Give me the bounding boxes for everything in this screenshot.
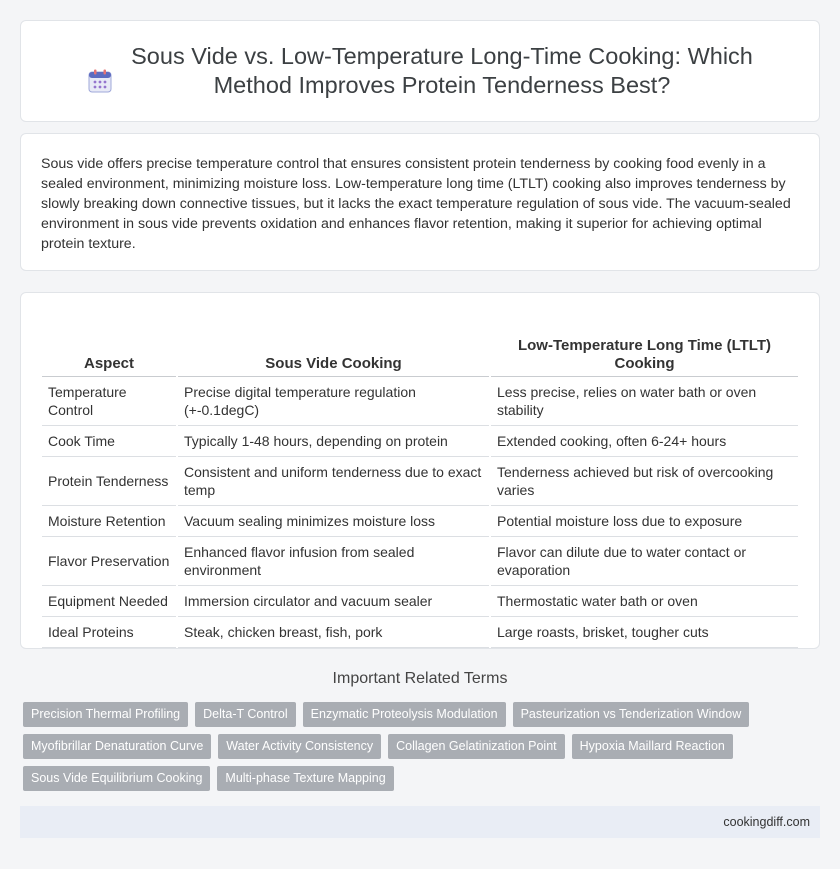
calendar-icon [87, 68, 113, 94]
footer [20, 806, 820, 838]
row-aspect: Moisture Retention [42, 505, 177, 536]
table-row [42, 505, 798, 536]
term-tag[interactable]: Delta-T Control [195, 702, 296, 727]
row-aspect: Ideal Proteins [42, 616, 177, 647]
row-ltlt: Extended cooking, often 6-24+ hours [490, 425, 798, 456]
row-ltlt: Flavor can dilute due to water contact or evaporation [490, 536, 798, 585]
header-aspect: Aspect [42, 313, 177, 376]
title-line-2: Method Improves Protein Tenderness Best? [213, 72, 671, 98]
header-sous-vide: Sous Vide Cooking [177, 313, 490, 376]
page-title [131, 42, 753, 100]
header-ltlt: Low-Temperature Long Time (LTLT) Cooking [490, 313, 798, 376]
comparison-card [20, 292, 820, 649]
tag-row [23, 766, 823, 791]
row-sous-vide: Consistent and uniform tenderness due to exact temp [177, 456, 490, 505]
table-header-row [42, 313, 798, 376]
term-tag[interactable]: Pasteurization vs Tenderization Window [513, 702, 750, 727]
row-ltlt: Potential moisture loss due to exposure [490, 505, 798, 536]
row-sous-vide: Enhanced flavor infusion from sealed environment [177, 536, 490, 585]
term-tag[interactable]: Collagen Gelatinization Point [388, 734, 565, 759]
row-sous-vide: Precise digital temperature regulation (+-0.1degC) [177, 376, 490, 425]
tag-row [23, 734, 823, 759]
tag-row [23, 702, 823, 727]
table-row [42, 425, 798, 456]
term-tag[interactable]: Multi-phase Texture Mapping [217, 766, 393, 791]
row-aspect: Equipment Needed [42, 585, 177, 616]
row-sous-vide: Typically 1-48 hours, depending on protein [177, 425, 490, 456]
title-line-1: Sous Vide vs. Low-Temperature Long-Time Cooking: Which [131, 43, 753, 69]
table-row [42, 536, 798, 585]
term-tag[interactable]: Hypoxia Maillard Reaction [572, 734, 733, 759]
row-ltlt: Tenderness achieved but risk of overcooking varies [490, 456, 798, 505]
row-sous-vide: Immersion circulator and vacuum sealer [177, 585, 490, 616]
row-ltlt: Less precise, relies on water bath or oven stability [490, 376, 798, 425]
row-aspect: Cook Time [42, 425, 177, 456]
term-tag[interactable]: Precision Thermal Profiling [23, 702, 188, 727]
row-ltlt: Thermostatic water bath or oven [490, 585, 798, 616]
intro-card [20, 133, 820, 271]
row-sous-vide: Steak, chicken breast, fish, pork [177, 616, 490, 647]
table-row [42, 456, 798, 505]
term-tag[interactable]: Water Activity Consistency [218, 734, 381, 759]
row-aspect: Flavor Preservation [42, 536, 177, 585]
row-aspect: Temperature Control [42, 376, 177, 425]
table-row [42, 616, 798, 647]
intro-paragraph: Sous vide offers precise temperature control that ensures consistent protein tenderness by cooking food evenly in a sealed environment, minimizing moisture loss. Low-temperature long time (LTLT) cooking also improves tenderness by slowly breaking down connective tissues, but it lacks the exact temperature regulation of sous vide. The vacuum-sealed environment in sous vide prevents oxidation and enhances flavor retention, making it superior for achieving optimal protein texture. [41, 156, 791, 252]
footer-site-link[interactable]: cookingdiff.com [723, 815, 810, 829]
row-aspect: Protein Tenderness [42, 456, 177, 505]
row-ltlt: Large roasts, brisket, tougher cuts [490, 616, 798, 647]
term-tag[interactable]: Myofibrillar Denaturation Curve [23, 734, 211, 759]
table-row [42, 585, 798, 616]
comparison-table [42, 313, 798, 648]
related-terms-title: Important Related Terms [332, 670, 508, 687]
row-sous-vide: Vacuum sealing minimizes moisture loss [177, 505, 490, 536]
term-tag[interactable]: Sous Vide Equilibrium Cooking [23, 766, 210, 791]
header-card [20, 20, 820, 122]
term-tag[interactable]: Enzymatic Proteolysis Modulation [303, 702, 506, 727]
table-row [42, 376, 798, 425]
related-terms-tags [23, 702, 823, 798]
